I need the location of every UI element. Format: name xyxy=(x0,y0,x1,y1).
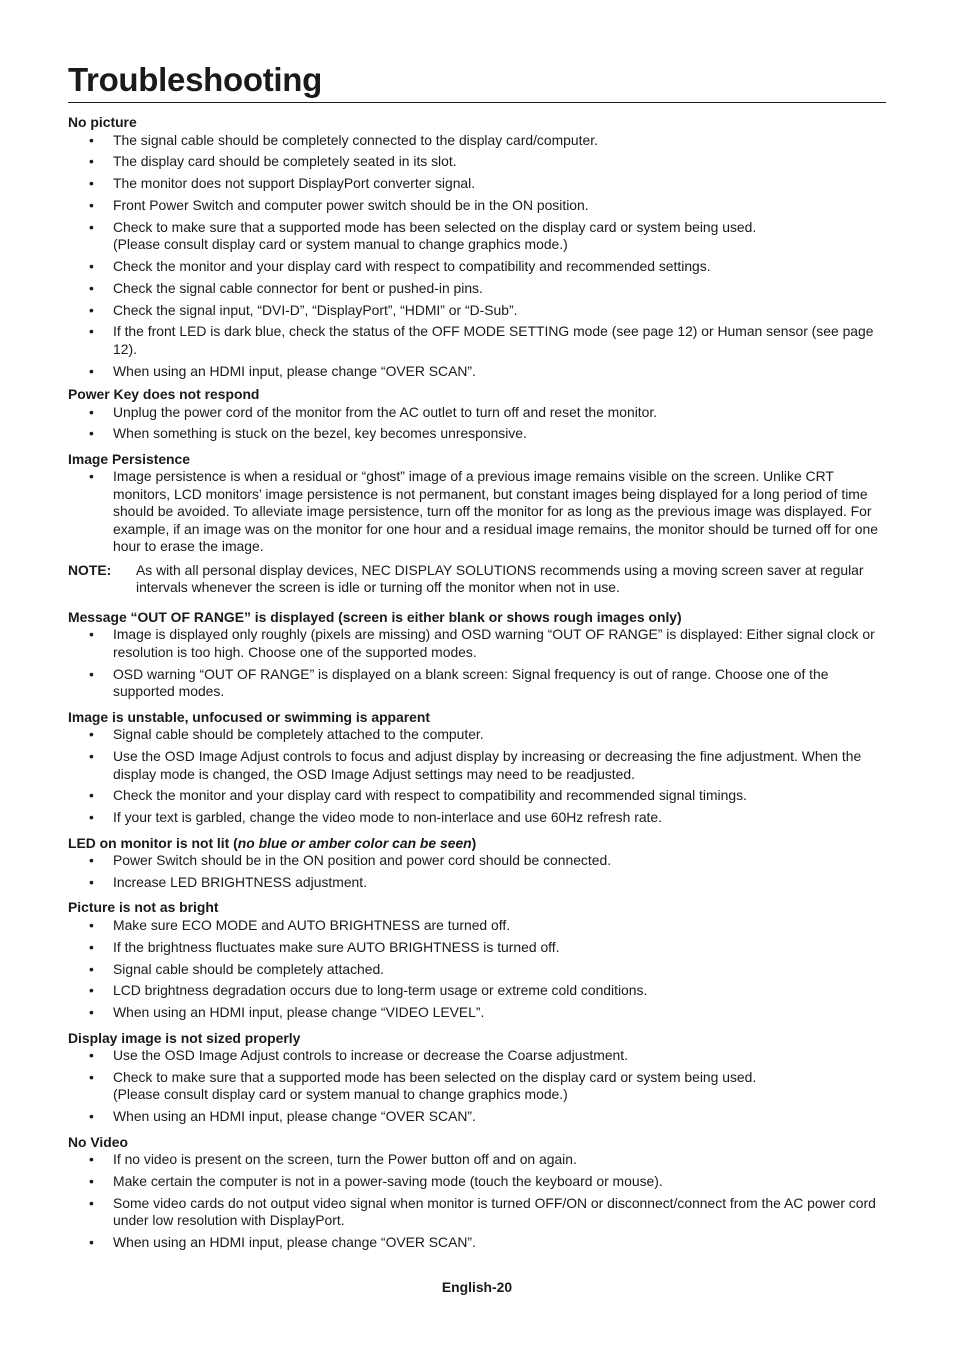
list-item xyxy=(68,175,886,193)
list-item xyxy=(68,404,886,422)
page-title: Troubleshooting xyxy=(68,61,322,98)
bullet-marker: • xyxy=(89,1004,94,1021)
list-item xyxy=(68,219,886,254)
bullet-marker: • xyxy=(89,916,94,933)
title-divider xyxy=(68,102,886,103)
list-item-text: If no video is present on the screen, turn the Power button off and on again. xyxy=(113,1151,577,1168)
list-item xyxy=(68,874,886,892)
bullet-marker: • xyxy=(89,1173,94,1190)
list-item xyxy=(68,363,886,381)
section-not-sized xyxy=(68,1030,886,1126)
bullet-marker: • xyxy=(89,1194,94,1211)
heading-prefix: LED on monitor is not lit ( xyxy=(68,834,238,851)
list-item xyxy=(68,258,886,276)
list-item-text: Increase LED BRIGHTNESS adjustment. xyxy=(113,873,367,890)
bullet-marker: • xyxy=(89,196,94,213)
bullet-marker: • xyxy=(89,1047,94,1064)
section-no-picture xyxy=(68,114,886,380)
bullet-marker: • xyxy=(89,362,94,379)
bullet-list xyxy=(68,1047,886,1126)
list-item-text: If your text is garbled, change the video mode to non-interlace and use 60Hz refresh rate. xyxy=(113,809,662,826)
bullet-list xyxy=(68,468,886,556)
list-item xyxy=(68,1069,886,1104)
list-item xyxy=(68,302,886,320)
bullet-list xyxy=(68,1151,886,1251)
list-item-text: Image persistence is when a residual or “ghost” image of a previous image remains visible on the screen. Unlike CRT monitors, LCD monitors’ image persistence is not permanent, but constant images being displayed for a long period of time should be avoided. To alleviate image persistence, turn off the monitor for as long as the previous image was displayed. For example, if an image was on the monitor for one hour and a residual image remains, the monitor should be turned off for one hour to erase the image. xyxy=(113,468,878,555)
bullet-list xyxy=(68,404,886,443)
list-item xyxy=(68,626,886,661)
bullet-list xyxy=(68,852,886,891)
note-text: As with all personal display devices, NEC DISPLAY SOLUTIONS recommends using a moving screen saver at regular intervals whenever the screen is idle or turning off the monitor when not in use. xyxy=(136,561,864,596)
bullet-marker: • xyxy=(89,301,94,318)
section-heading xyxy=(68,835,886,853)
bullet-marker: • xyxy=(89,1151,94,1168)
note-block xyxy=(68,562,886,597)
bullet-list xyxy=(68,626,886,700)
bullet-marker: • xyxy=(89,323,94,340)
section-heading: Picture is not as bright xyxy=(68,899,219,916)
section-led-not-lit xyxy=(68,835,886,892)
heading-italic: no blue or amber color can be seen xyxy=(237,834,472,851)
bullet-list xyxy=(68,917,886,1022)
list-item xyxy=(68,1173,886,1191)
list-item xyxy=(68,917,886,935)
list-item xyxy=(68,425,886,443)
list-item-text: Check the signal input, “DVI-D”, “DisplayPort”, “HDMI” or “D-Sub”. xyxy=(113,301,518,318)
section-heading: Image Persistence xyxy=(68,450,190,467)
section-heading: Power Key does not respond xyxy=(68,386,260,403)
bullet-marker: • xyxy=(89,1234,94,1251)
list-item xyxy=(68,748,886,783)
list-item-text: Check the monitor and your display card with respect to compatibility and recommended signal timings. xyxy=(113,787,747,804)
list-item xyxy=(68,809,886,827)
bullet-marker: • xyxy=(89,131,94,148)
bullet-marker: • xyxy=(89,218,94,235)
bullet-marker: • xyxy=(89,873,94,890)
bullet-marker: • xyxy=(89,982,94,999)
list-item xyxy=(68,666,886,701)
list-item-text: Check to make sure that a supported mode has been selected on the display card or system being used. (Please consult display card or system manual to change graphics mode.) xyxy=(113,218,757,253)
list-item xyxy=(68,1151,886,1169)
bullet-marker: • xyxy=(89,852,94,869)
list-item-text: Signal cable should be completely attached to the computer. xyxy=(113,726,484,743)
list-item-text: Check the signal cable connector for bent or pushed-in pins. xyxy=(113,279,483,296)
list-item-text: Power Switch should be in the ON position and power cord should be connected. xyxy=(113,852,612,869)
list-item-text: Use the OSD Image Adjust controls to focus and adjust display by increasing or decreasing the fine adjustment. When the display mode is changed, the OSD Image Adjust settings may need to be readjusted. xyxy=(113,748,862,782)
list-item xyxy=(68,197,886,215)
list-item-text: If the front LED is dark blue, check the status of the OFF MODE SETTING mode (see page 12) or Human sensor (see page 12). xyxy=(113,323,874,357)
list-item-text: The monitor does not support DisplayPort converter signal. xyxy=(113,175,476,192)
bullet-marker: • xyxy=(89,960,94,977)
list-item-text: Signal cable should be completely attached. xyxy=(113,960,385,977)
bullet-list xyxy=(68,132,886,381)
list-item-text: LCD brightness degradation occurs due to long-term usage or extreme cold conditions. xyxy=(113,982,648,999)
list-item-text: If the brightness fluctuates make sure AUTO BRIGHTNESS is turned off. xyxy=(113,938,560,955)
list-item-text: When something is stuck on the bezel, key becomes unresponsive. xyxy=(113,425,527,442)
bullet-marker: • xyxy=(89,468,94,485)
list-item xyxy=(68,1234,886,1252)
section-power-key xyxy=(68,386,886,443)
list-item-text: Use the OSD Image Adjust controls to increase or decrease the Coarse adjustment. xyxy=(113,1047,628,1064)
list-item-text: Unplug the power cord of the monitor from the AC outlet to turn off and reset the monitor. xyxy=(113,403,658,420)
section-heading: Image is unstable, unfocused or swimming is apparent xyxy=(68,708,431,725)
list-item xyxy=(68,153,886,171)
list-item-text: Make certain the computer is not in a power-saving mode (touch the keyboard or mouse). xyxy=(113,1173,663,1190)
bullet-marker: • xyxy=(89,1068,94,1085)
bullet-marker: • xyxy=(89,726,94,743)
list-item xyxy=(68,1108,886,1126)
list-item-text: Make sure ECO MODE and AUTO BRIGHTNESS are turned off. xyxy=(113,916,511,933)
page-number: English-20 xyxy=(441,1279,513,1295)
list-item-text: The signal cable should be completely connected to the display card/computer. xyxy=(113,131,598,148)
section-heading: No Video xyxy=(68,1133,128,1150)
list-item-text: Image is displayed only roughly (pixels are missing) and OSD warning “OUT OF RANGE” is displayed: Either signal clock or resolution is too high. Choose one of the supported modes. xyxy=(113,626,875,660)
heading-suffix: ) xyxy=(471,834,477,851)
list-item-text: OSD warning “OUT OF RANGE” is displayed on a blank screen: Signal frequency is out of range. Choose one of the supported modes. xyxy=(113,665,829,700)
list-item xyxy=(68,726,886,744)
list-item xyxy=(68,1047,886,1065)
list-item xyxy=(68,939,886,957)
list-item xyxy=(68,132,886,150)
bullet-marker: • xyxy=(89,279,94,296)
list-item-text: When using an HDMI input, please change “OVER SCAN”. xyxy=(113,1234,476,1251)
bullet-marker: • xyxy=(89,257,94,274)
list-item xyxy=(68,961,886,979)
section-not-bright xyxy=(68,899,886,1021)
section-out-of-range xyxy=(68,609,886,701)
bullet-marker: • xyxy=(89,153,94,170)
list-item-text: When using an HDMI input, please change “OVER SCAN”. xyxy=(113,1108,476,1125)
bullet-marker: • xyxy=(89,787,94,804)
list-item xyxy=(68,852,886,870)
bullet-marker: • xyxy=(89,403,94,420)
list-item xyxy=(68,280,886,298)
bullet-marker: • xyxy=(89,175,94,192)
note-label: NOTE: xyxy=(68,561,112,578)
section-no-video xyxy=(68,1134,886,1252)
list-item xyxy=(68,787,886,805)
bullet-marker: • xyxy=(89,748,94,765)
section-heading: No picture xyxy=(68,114,137,130)
list-item-text: Front Power Switch and computer power switch should be in the ON position. xyxy=(113,196,589,213)
list-item-text: The display card should be completely seated in its slot. xyxy=(113,153,457,170)
bullet-marker: • xyxy=(89,938,94,955)
bullet-marker: • xyxy=(89,665,94,682)
bullet-list xyxy=(68,726,886,826)
list-item xyxy=(68,1195,886,1230)
list-item xyxy=(68,1004,886,1022)
section-heading: Display image is not sized properly xyxy=(68,1029,301,1046)
troubleshooting-content xyxy=(68,114,886,1260)
list-item-text: Check to make sure that a supported mode has been selected on the display card or system being used. (Please consult display card or system manual to change graphics mode.) xyxy=(113,1068,757,1103)
bullet-marker: • xyxy=(89,1108,94,1125)
bullet-marker: • xyxy=(89,425,94,442)
bullet-marker: • xyxy=(89,809,94,826)
section-heading: Message “OUT OF RANGE” is displayed (screen is either blank or shows rough images only) xyxy=(68,608,682,625)
list-item-text: When using an HDMI input, please change “OVER SCAN”. xyxy=(113,362,476,379)
list-item-text: Some video cards do not output video signal when monitor is turned OFF/ON or disconnect/connect from the AC power cord under low resolution with DisplayPort. xyxy=(113,1194,876,1229)
section-image-persistence xyxy=(68,451,886,597)
list-item xyxy=(68,982,886,1000)
list-item-text: Check the monitor and your display card with respect to compatibility and recommended settings. xyxy=(113,257,711,274)
list-item-text: When using an HDMI input, please change “VIDEO LEVEL”. xyxy=(113,1004,485,1021)
list-item xyxy=(68,468,886,556)
bullet-marker: • xyxy=(89,626,94,643)
list-item xyxy=(68,323,886,358)
section-unstable-image xyxy=(68,709,886,827)
